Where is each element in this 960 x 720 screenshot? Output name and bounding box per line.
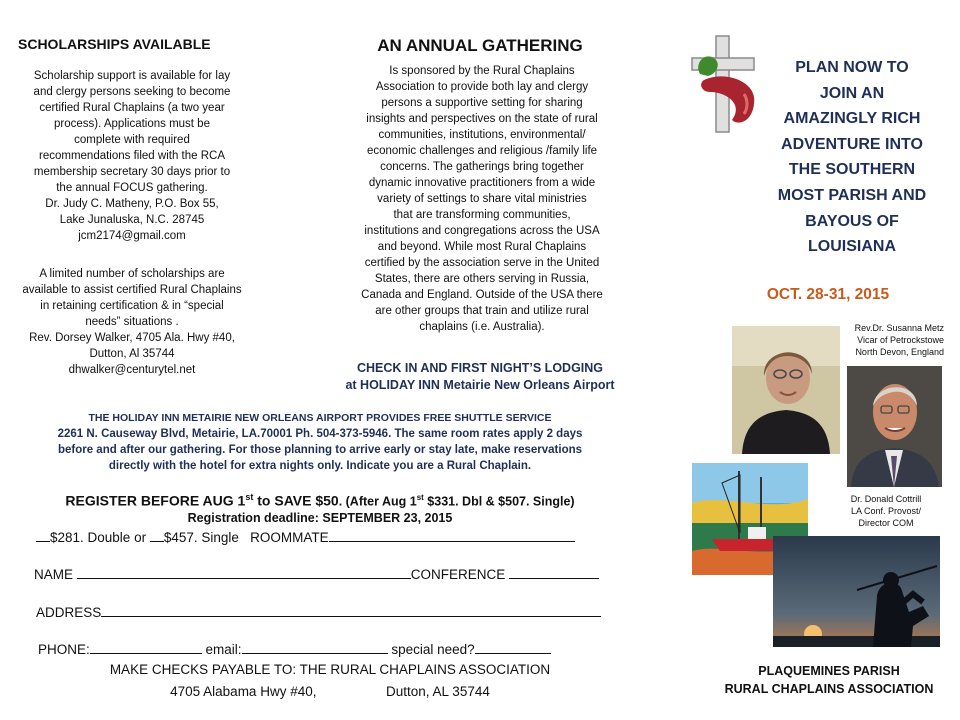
text-line: that are transforming communities, xyxy=(393,209,571,221)
roommate-field[interactable] xyxy=(329,528,575,542)
double-checkbox-line[interactable] xyxy=(36,528,50,542)
text-line: are other groups that train and utilize rural xyxy=(375,305,589,317)
scholarships-paragraph-1 xyxy=(14,68,250,244)
headline-line: ADVENTURE INTO xyxy=(781,135,923,153)
text-line: process). Applications must be xyxy=(54,118,210,130)
checkin-notice xyxy=(330,360,630,394)
email-label: email: xyxy=(205,642,242,657)
portrait-susanna-metz xyxy=(732,326,840,454)
phone-label: PHONE: xyxy=(38,642,90,657)
text-line: chaplains (i.e. Australia). xyxy=(419,321,545,333)
headline-line: AMAZINGLY RICH xyxy=(783,110,921,128)
text-line: variety of settings to share vital ministries xyxy=(377,193,587,205)
sunset-photo xyxy=(773,536,940,647)
headline-line: JOIN AN xyxy=(819,84,885,102)
single-option: $457. Single xyxy=(163,530,239,545)
organization-footer xyxy=(716,662,942,698)
text-line: and clergy persons seeking to become xyxy=(33,86,231,98)
address-field[interactable] xyxy=(101,603,601,617)
email-link[interactable]: jcm2174@gmail.com xyxy=(78,230,186,242)
text-line: A limited number of scholarships are xyxy=(39,268,225,280)
conference-label: CONFERENCE xyxy=(410,567,506,582)
special-need-label: special need? xyxy=(391,642,475,657)
portrait-donald-cottrill xyxy=(847,366,942,487)
text-line: Rev. Dorsey Walker, 4705 Ala. Hwy #40, xyxy=(29,332,235,344)
room-choice-row xyxy=(36,528,575,547)
name-field[interactable] xyxy=(77,565,411,579)
text-line: Is sponsored by the Rural Chaplains xyxy=(389,65,575,77)
text-line: recommendations filed with the RCA xyxy=(39,150,225,162)
text-line: membership secretary 30 days prior to xyxy=(33,166,231,178)
association-name: RURAL CHAPLAINS ASSOCIATION xyxy=(724,682,934,696)
headline-line: PLAN NOW TO xyxy=(795,59,909,76)
annual-gathering-paragraph xyxy=(344,63,620,335)
text-line: certified by the association serve in the United xyxy=(364,257,600,269)
conference-field[interactable] xyxy=(509,565,599,579)
register-banner xyxy=(30,487,610,512)
headline-line: THE SOUTHERN xyxy=(788,161,916,179)
registration-deadline: Registration deadline: SEPTEMBER 23, 2015 xyxy=(187,511,453,525)
text-line: certified Rural Chaplains (a two year xyxy=(39,102,225,114)
text-line: concerns. The gatherings bring together xyxy=(380,161,584,173)
text-line: insights and perspectives on the state of rural xyxy=(366,113,598,125)
headline-line: MOST PARISH AND xyxy=(777,186,927,204)
text-line: before and after our gathering. For those planning to arrive early or stay late, make reservations xyxy=(57,444,583,456)
text-line: Lake Junaluska, N.C. 28745 xyxy=(59,214,205,226)
checkin-line: CHECK IN AND FIRST NIGHT’S LODGING xyxy=(356,361,604,375)
text-line: institutions and congregations across the USA xyxy=(364,225,600,237)
email-field[interactable] xyxy=(242,640,388,654)
mailing-address xyxy=(30,683,630,701)
text-line: communities, institutions, environmental/ xyxy=(378,129,586,141)
name-label: NAME xyxy=(34,567,74,582)
hotel-info xyxy=(30,410,610,474)
photo-caption-metz xyxy=(838,322,944,358)
caption-line: Vicar of Petrockstowe xyxy=(857,335,944,345)
text-line: THE HOLIDAY INN METAIRIE NEW ORLEANS AIRPORT PROVIDES FREE SHUTTLE SERVICE xyxy=(88,412,552,424)
caption-line: Dr. Donald Cottrill xyxy=(850,494,922,504)
mailing-city: Dutton, AL 35744 xyxy=(386,684,490,699)
special-need-field[interactable] xyxy=(475,640,551,654)
address-row xyxy=(36,603,601,622)
text-line: Canada and England. Outside of the USA there xyxy=(361,289,603,301)
annual-gathering-heading: AN ANNUAL GATHERING xyxy=(377,36,583,55)
register-text: REGISTER BEFORE AUG 1 xyxy=(65,492,246,509)
headline-line: LOUISIANA xyxy=(808,238,896,256)
text-line: available to assist certified Rural Chaplains xyxy=(22,284,242,296)
text-line: in retaining certification & in “special xyxy=(40,300,224,312)
email-link[interactable]: dhwalker@centurytel.net xyxy=(68,364,196,376)
roommate-label: ROOMMATE xyxy=(250,530,329,545)
checks-payable: MAKE CHECKS PAYABLE TO: THE RURAL CHAPLAINS ASSOCIATION xyxy=(109,662,551,677)
text-line: Scholarship support is available for lay xyxy=(33,70,231,82)
photo-caption-cottrill xyxy=(840,493,932,529)
text-line: needs” situations . xyxy=(85,316,179,328)
text-line: States, there are others serving in Russia, xyxy=(374,273,590,285)
caption-line: Rev.Dr. Susanna Metz xyxy=(854,323,944,333)
text-line: 2261 N. Causeway Blvd, Metairie, LA.70001 Ph. 504-373-5946. The same room rates apply 2 days xyxy=(57,428,583,440)
single-checkbox-line[interactable] xyxy=(150,528,164,542)
headline-line: BAYOUS OF xyxy=(805,212,899,230)
checkin-hotel-line: at HOLIDAY INN Metairie New Orleans Airport xyxy=(345,378,615,392)
address-label: ADDRESS xyxy=(36,605,102,620)
text-line: directly with the hotel for extra nights only. Indicate you are a Rural Chaplain. xyxy=(108,460,532,472)
scholarships-paragraph-2 xyxy=(14,266,250,378)
caption-line: North Devon, England xyxy=(855,347,944,357)
name-row xyxy=(34,565,599,584)
ordinal-suffix: st xyxy=(416,493,424,502)
late-fee-prices: $331. Dbl & $507. Single) xyxy=(423,494,575,509)
phone-field[interactable] xyxy=(90,640,202,654)
text-line: complete with required xyxy=(74,134,190,146)
parish-name: PLAQUEMINES PARISH xyxy=(758,664,900,678)
event-date: OCT. 28-31, 2015 xyxy=(766,286,890,303)
ordinal-suffix: st xyxy=(245,492,254,502)
double-option: $281. Double or xyxy=(50,530,147,545)
text-line: economic challenges and religious /family life xyxy=(366,145,598,157)
text-line: persons a supportive setting for sharing xyxy=(381,97,583,109)
plan-now-headline xyxy=(762,55,942,260)
text-line: and beyond. While most Rural Chaplains xyxy=(377,241,587,253)
text-line: Dr. Judy C. Matheny, P.O. Box 55, xyxy=(45,198,219,210)
scholarships-heading: SCHOLARSHIPS AVAILABLE xyxy=(18,36,211,52)
contact-row xyxy=(38,640,551,659)
text-line: the annual FOCUS gathering. xyxy=(56,182,208,194)
text-line: Dutton, Al 35744 xyxy=(89,348,175,360)
text-line: dynamic innovative practitioners from a wide xyxy=(368,177,596,189)
text-line: Association to provide both lay and clergy xyxy=(375,81,589,93)
mailing-street: 4705 Alabama Hwy #40, xyxy=(170,684,317,699)
cross-pepper-logo xyxy=(686,34,760,134)
caption-line: LA Conf. Provost/ xyxy=(850,506,922,516)
caption-line: Director COM xyxy=(858,518,914,528)
late-fee-text: . (After Aug 1 xyxy=(338,494,417,509)
register-save-text: to SAVE $50 xyxy=(253,492,339,509)
